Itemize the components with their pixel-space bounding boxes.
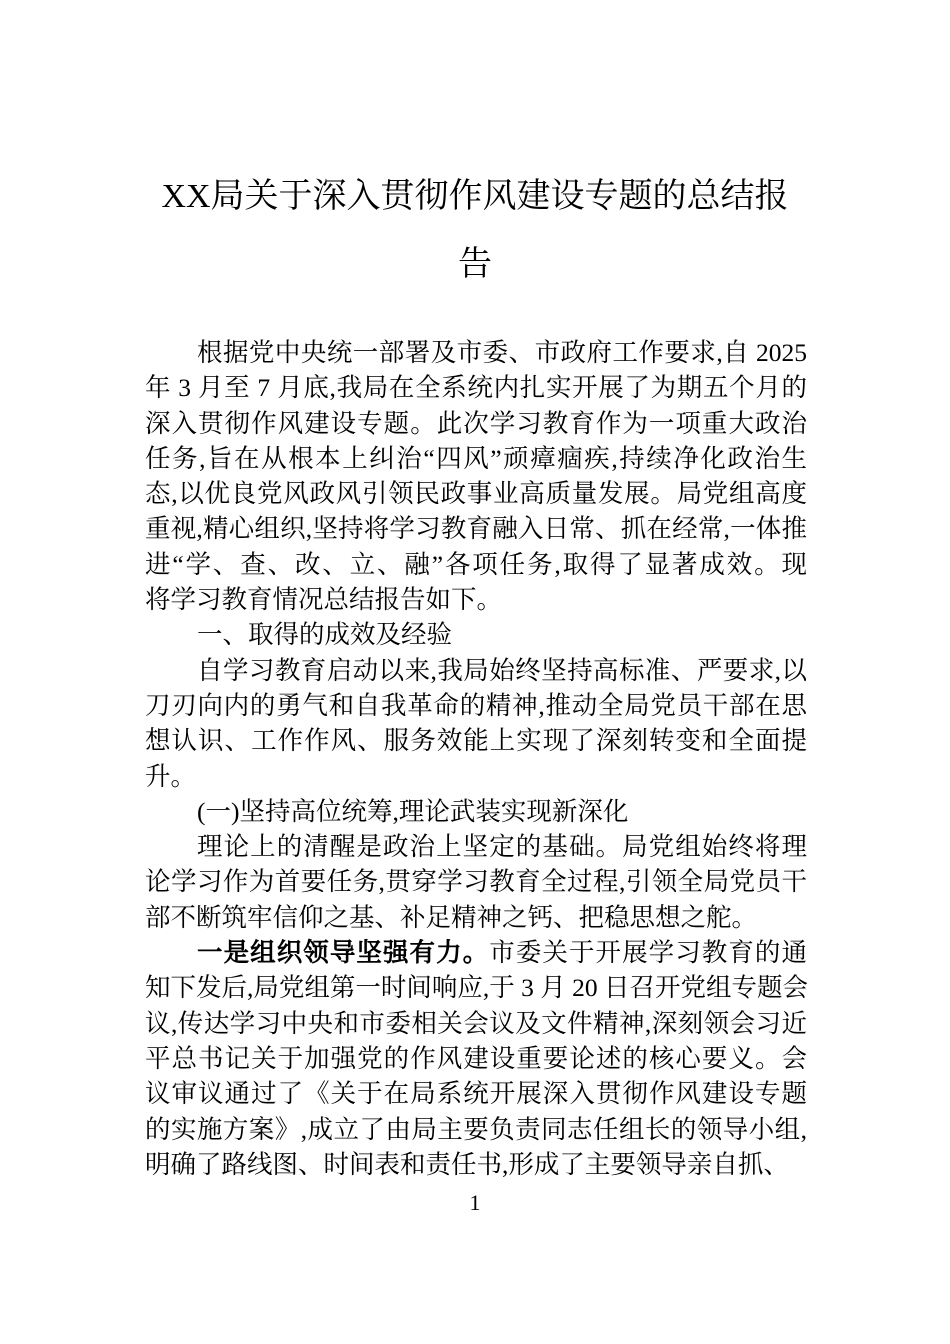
text-line: 年 3 月至 7 月底,我局在全系统内扎实开展了为期五个月的	[145, 373, 807, 403]
text-line: 想认识、工作作风、服务效能上实现了深刻转变和全面提	[145, 726, 807, 756]
text-line: 将学习教育情况总结报告如下。	[145, 585, 503, 615]
text-line: 议审议通过了《关于在局系统开展深入贯彻作风建设专题	[145, 1079, 807, 1109]
text-line	[145, 935, 807, 970]
text-line: 自学习教育启动以来,我局始终坚持高标准、严要求,以	[197, 655, 807, 685]
page-number: 1	[469, 1190, 481, 1215]
text-line: 深入贯彻作风建设专题。此次学习教育作为一项重大政治	[145, 408, 807, 438]
text-line: (一)坚持高位统筹,理论武装实现新深化	[197, 796, 629, 826]
text-line: 一、取得的成效及经验	[197, 620, 453, 650]
text-line: 论学习作为首要任务,贯穿学习教育全过程,引领全局党员干	[145, 867, 807, 897]
document-body	[145, 335, 807, 1182]
text-line: 部不断筑牢信仰之基、补足精神之钙、把稳思想之舵。	[145, 902, 758, 932]
text-line: 重视,精心组织,坚持将学习教育融入日常、抓在经常,一体推	[145, 514, 807, 544]
text-line: 平总书记关于加强党的作风建设重要论述的核心要义。会	[145, 1043, 807, 1073]
text-line: 知下发后,局党组第一时间响应,于 3 月 20 日召开党组专题会	[145, 973, 809, 1003]
paragraph	[145, 829, 807, 935]
bold-lead-in: 一是组织领导坚强有力。	[197, 938, 490, 968]
text-line: 刀刃向内的勇气和自我革命的精神,推动全局党员干部在思	[145, 690, 807, 720]
text-line: 进“学、查、改、立、融”各项任务,取得了显著成效。现	[145, 549, 807, 579]
line-text: 市委关于开展学习教育的通	[489, 938, 807, 968]
text-line: 明确了路线图、时间表和责任书,形成了主要领导亲自抓、	[145, 1149, 789, 1179]
paragraph	[145, 653, 807, 794]
text-line: 态,以优良党风政风引领民政事业高质量发展。局党组高度	[145, 479, 807, 509]
text-line: 升。	[145, 761, 197, 791]
paragraph	[145, 935, 807, 1182]
document-title-line-1: XX局关于深入贯彻作风建设专题的总结报	[161, 178, 789, 215]
text-line: 议,传达学习中央和市委相关会议及文件精神,深刻领会习近	[145, 1008, 807, 1038]
text-line: 的实施方案》,成立了由局主要负责同志任组长的领导小组,	[145, 1114, 807, 1144]
paragraph	[145, 794, 807, 829]
paragraph	[145, 617, 807, 652]
document-title-line-2: 告	[458, 246, 492, 283]
text-line: 任务,旨在从根本上纠治“四风”顽瘴痼疾,持续净化政治生	[145, 443, 807, 473]
paragraph	[145, 335, 807, 617]
text-line: 理论上的清醒是政治上坚定的基础。局党组始终将理	[197, 832, 807, 862]
text-line: 根据党中央统一部署及市委、市政府工作要求,自 2025	[197, 338, 807, 367]
